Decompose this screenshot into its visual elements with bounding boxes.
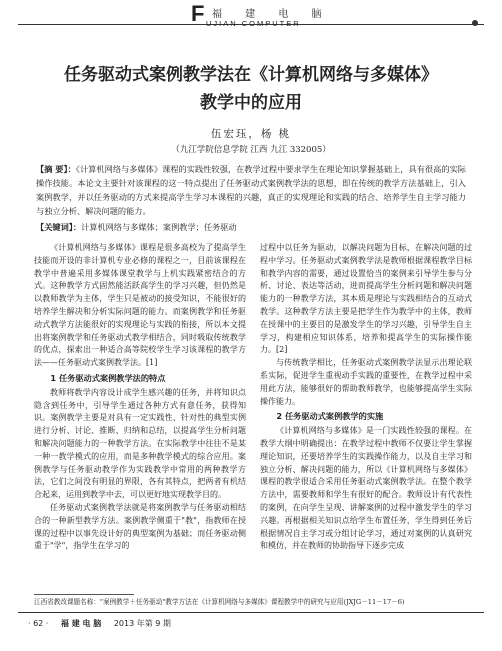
paragraph: 《计算机网络与多媒体》是一门实践性较强的课程。在教学大纲中明确提出：在教学过程中教师不仅要让学生掌握理论知识，还要培养学生的实践操作能力，以及自主学习和独立分析、解决问题的能力，所以《计算机网络与多媒体》课程的教学很适合采用任务驱动式案例教学法。在整个教学方法中，需要教师和学生有很好的配合。教师设计有代表性的案例，在向学生呈现、讲解案例的过程中激发学生的学习兴趣。再根据相关知识点给学生布置任务，学生得到任务后根据情况自主学习或分组讨论学习，通过对案例的认真研究和模仿，并在教师的协助指导下逐步完成 xyxy=(260,426,472,551)
paper-title-line1: 任务驱动式案例教学法在《计算机网络与多媒体》 xyxy=(64,65,438,85)
left-column xyxy=(34,242,246,553)
header-dot xyxy=(472,20,478,26)
journal-name-cn: 福 建 电 脑 xyxy=(212,9,332,20)
paragraph: 与传统教学相比，任务驱动式案例教学法显示出理论联系实际，促进学生重视动手实践的重要性，在教学过程中采用此方法，能够很好的帮助教师教学，也能够提高学生实际操作能力。 xyxy=(260,358,472,406)
footer-journal: 福 建 电 脑 xyxy=(60,619,102,628)
journal-name-en: UJIAN COMPUTER xyxy=(206,19,301,28)
footer-rule xyxy=(18,612,484,613)
abstract xyxy=(36,162,466,218)
keywords-label: 【关键词】： xyxy=(36,222,82,232)
footnote: 江西省教改课题名称："案例教学＋任务驱动"教学方法在《计算机网络与多媒体》课程教学中的研究与应用(JXJG－11－17－6) xyxy=(34,598,405,606)
footer-issue: 2013 年第 9 期 xyxy=(113,619,171,628)
section-heading: 1 任务驱动式案例教学法的特点 xyxy=(50,372,166,383)
affiliation: （九江学院信息学院 江西 九江 332005） xyxy=(171,145,331,155)
paper-title-line2: 教学中的应用 xyxy=(200,93,302,113)
section-heading: 2 任务驱动式案例教学的实施 xyxy=(276,411,384,422)
page-footer xyxy=(28,618,181,629)
footnote-rule xyxy=(34,594,134,595)
abstract-label: 【摘 要】： xyxy=(36,164,76,174)
authors: 伍宏珏，杨 桃 xyxy=(210,128,292,140)
right-column xyxy=(260,242,472,553)
paragraph: 教师将教学内容设计成学生感兴趣的任务，并将知识点隐含到任务中，引导学生通过各种方式有意任务，获得知识。案例教学主要是对具有一定实践性、针对性的典型实例进行分析、讨论、推断、归纳和总结，以提高学生分析问题和解决问题能力的一种教学方法。在实际教学中往往不是某一种一教学模式的应用，而是多种教学模式的综合应用。案例教学与任务驱动教学作为实践教学中常用的两种教学方法，它们之间没有明显的界限，各有其特点，把两者有机结合起来，运用到教学中去，可以更好地实现教学目的。 xyxy=(34,387,246,500)
abstract-text: 《计算机网络与多媒体》课程的实践性较强，在教学过程中要求学生在理论知识掌握基础上，具有很高的实际操作技能。本论文主要针对该课程的这一特点提出了任务驱动式案例教学法的思想，即在传统的教学方法基础上，引入案例教学，并以任务驱动的方式来提高学生学习本课程的兴趣，真正的实现理论和实践的结合、培养学生自主学习能力与独立分析、解决问题的能力。 xyxy=(36,164,466,216)
paragraph: 过程中以任务为驱动，以解决问题为目标，在解决问题的过程中学习。任务驱动式案例教学法是教师根据课程教学目标和教学内容的需要，通过设置恰当的案例来引导学生参与分析、讨论、表达等活动，进而提高学生分析问题和解决问题能力的一种教学方法，其本质是理论与实践相结合的互动式教学。这种教学方法主要是把学生作为教学中的主体，教师在授课中的主要目的是激发学生的学习兴趣，引导学生自主学习，构建相应知识体系，培养和提高学生的实际操作能力。[2] xyxy=(260,243,472,355)
keywords xyxy=(36,220,466,234)
page-number: · 62 · xyxy=(28,619,49,628)
paragraph: 任务驱动式案例教学法就是将案例教学与任务驱动相结合的一种新型教学方法。案例教学侧重于"教"，指教师在授课的过程中以事先设计好的典型案例为基础；而任务驱动侧重于"学"，指学生在学习的 xyxy=(34,502,246,551)
keywords-text: 计算机网络与多媒体；案例教学；任务驱动 xyxy=(81,222,237,232)
paragraph: 《计算机网络与多媒体》课程是很多高校为了提高学生技能而开设的非计算机专业必修的课程之一，目前该课程在教学中普遍采用多媒体课堂教学与上机实践紧密结合的方式。这种教学方式固然能活跃高学生的学习兴趣，但仍然是以教师教学为主体，学生只是被动的接受知识，不能很好的培养学生解决和分析实际问题的能力。而案例教学和任务驱动式教学方法能很好的实现理论与实践的衔接，所以本文提出将案例教学和任务驱动式教学相结合，同时吸取传统教学的优点，探索出一种适合高等院校学生学习该课程的教学方法——任务驱动式案例教学法。[1] xyxy=(34,243,246,368)
journal-logo-letter: F xyxy=(191,1,205,26)
